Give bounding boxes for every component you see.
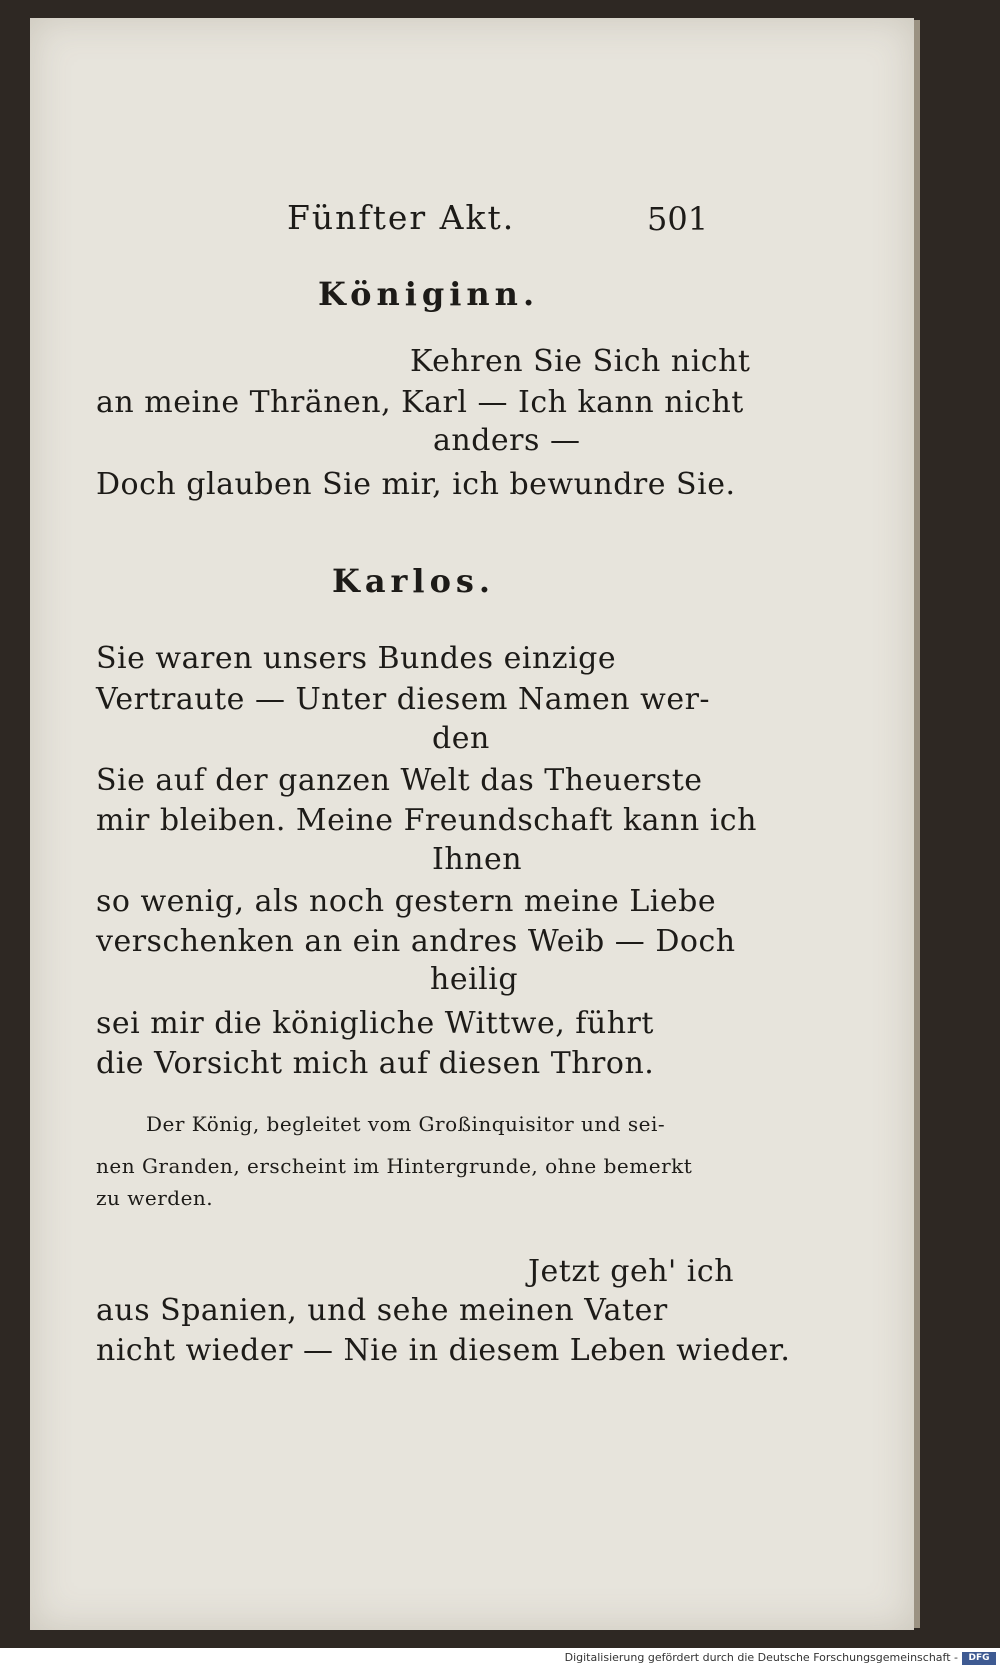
dfg-logo: DFG [962,1652,996,1665]
speaker-name: Karlos. [332,562,496,600]
verse-line: anders — [433,423,581,458]
digitization-footer [0,1648,1000,1670]
verse-line: Vertraute — Unter diesem Namen wer- [96,682,711,717]
running-head-title: Fünfter Akt. [287,198,516,237]
verse-line: Doch glauben Sie mir, ich bewundre Sie. [96,467,736,502]
verse-line: Kehren Sie Sich nicht [410,344,751,379]
verse-line: nicht wieder — Nie in diesem Leben wieder. [96,1333,791,1368]
speaker-name: Königinn. [318,275,540,313]
verse-line: so wenig, als noch gestern meine Liebe [96,884,717,919]
footer-credit-text: Digitalisierung gefördert durch die Deutsche Forschungsgemeinschaft - [564,1651,958,1664]
page-number: 501 [647,200,709,238]
verse-line: aus Spanien, und sehe meinen Vater [96,1293,668,1328]
page-edge [914,20,920,1628]
verse-line: an meine Thränen, Karl — Ich kann nicht [96,385,744,420]
verse-line: Sie auf der ganzen Welt das Theuerste [96,763,703,798]
stage-direction-line: nen Granden, erscheint im Hintergrunde, ohne bemerkt [96,1154,693,1178]
verse-line: sei mir die königliche Wittwe, führt [96,1006,654,1041]
verse-line: Jetzt geh' ich [528,1254,735,1289]
verse-line: verschenken an ein andres Weib — Doch [96,924,736,959]
verse-line: mir bleiben. Meine Freundschaft kann ich [96,803,757,838]
verse-line: Ihnen [432,842,523,877]
verse-line: den [432,721,490,756]
verse-line: die Vorsicht mich auf diesen Thron. [96,1046,655,1081]
verse-line: Sie waren unsers Bundes einzige [96,641,617,676]
stage-direction-line: zu werden. [96,1186,214,1210]
verse-line: heilig [430,962,519,997]
stage-direction-line: Der König, begleitet vom Großinquisitor und sei- [146,1112,666,1136]
